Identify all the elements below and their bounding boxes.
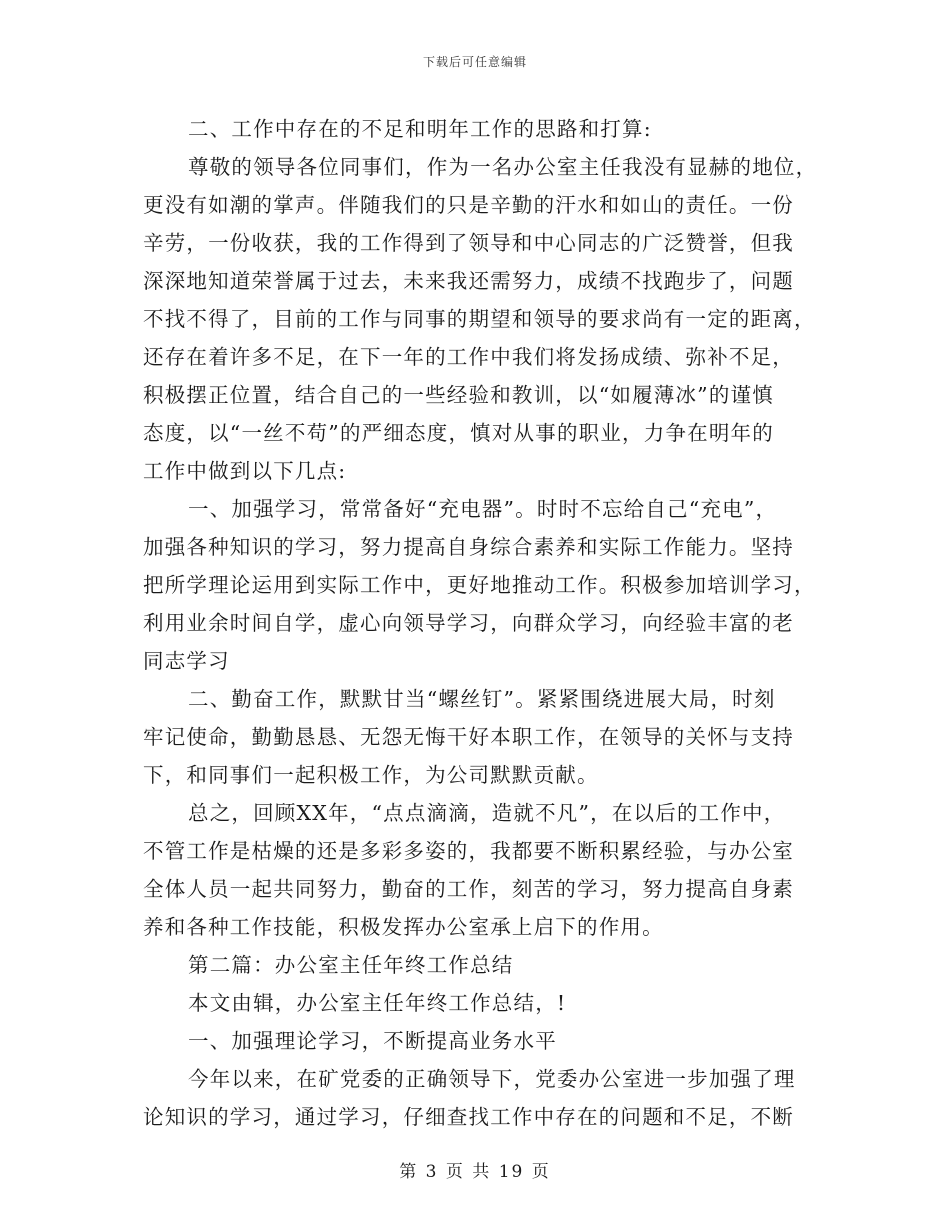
text-line: 第二篇：办公室主任年终工作总结	[188, 953, 514, 977]
text-line: 加强各种知识的学习，努力提高自身综合素养和实际工作能力。坚持	[143, 535, 794, 559]
text-line: 不找不得了，目前的工作与同事的期望和领导的要求尚有一定的距离，	[143, 307, 816, 331]
text-line: 不管工作是枯燥的还是多彩多姿的，我都要不断积累经验，与办公室	[143, 839, 794, 863]
header-note: 下载后可任意编辑	[422, 55, 527, 69]
text-line: 同志学习	[143, 649, 230, 673]
text-line: 还存在着许多不足，在下一年的工作中我们将发扬成绩、弥补不足，	[143, 345, 794, 369]
document-body	[143, 110, 818, 1136]
text-line: 今年以来，在矿党委的正确领导下，党委办公室进一步加强了理	[188, 1067, 796, 1091]
text-line: 深深地知道荣誉属于过去，未来我还需努力，成绩不找跑步了，问题	[143, 269, 794, 293]
text-line: 一、加强理论学习，不断提高业务水平	[188, 1029, 557, 1053]
text-line: 全体人员一起共同努力，勤奋的工作，刻苦的学习，努力提高自身素	[143, 877, 794, 901]
text-line: 态度，以“一丝不苟”的严细态度，慎对从事的职业，力争在明年的	[143, 421, 774, 445]
text-line: 二、工作中存在的不足和明年工作的思路和打算:	[188, 117, 652, 141]
text-line: 辛劳，一份收获，我的工作得到了领导和中心同志的广泛赞誉，但我	[143, 231, 794, 255]
text-line: 牢记使命，勤勤恳恳、无怨无悔干好本职工作，在领导的关怀与支持	[143, 725, 794, 749]
text-line: 二、勤奋工作，默默甘当“螺丝钉”。紧紧围绕进展大局，时刻	[188, 687, 776, 711]
text-line: 养和各种工作技能，积极发挥办公室承上启下的作用。	[143, 915, 664, 939]
text-line: 论知识的学习，通过学习，仔细查找工作中存在的问题和不足，不断	[143, 1105, 794, 1129]
text-line: 工作中做到以下几点:	[143, 459, 347, 483]
text-line: 总之，回顾XX年，“点点滴滴，造就不凡”，在以后的工作中，	[188, 801, 786, 825]
page-number-footer: 第 3 页 共 19 页	[399, 1162, 551, 1182]
text-line: 本文由辑，办公室主任年终工作总结，!	[188, 991, 567, 1015]
text-line: 利用业余时间自学，虚心向领导学习，向群众学习，向经验丰富的老	[143, 611, 794, 635]
text-line: 更没有如潮的掌声。伴随我们的只是辛勤的汗水和如山的责任。一份	[143, 193, 794, 217]
text-line: 积极摆正位置，结合自己的一些经验和教训，以“如履薄冰”的谨慎	[143, 383, 774, 407]
text-line: 一、加强学习，常常备好“充电器”。时时不忘给自己“充电”，	[188, 497, 778, 521]
text-line: 尊敬的领导各位同事们，作为一名办公室主任我没有显赫的地位，	[188, 155, 818, 179]
text-line: 下，和同事们一起积极工作，为公司默默贡献。	[143, 763, 599, 787]
text-line: 把所学理论运用到实际工作中，更好地推动工作。积极参加培训学习，	[143, 573, 816, 597]
